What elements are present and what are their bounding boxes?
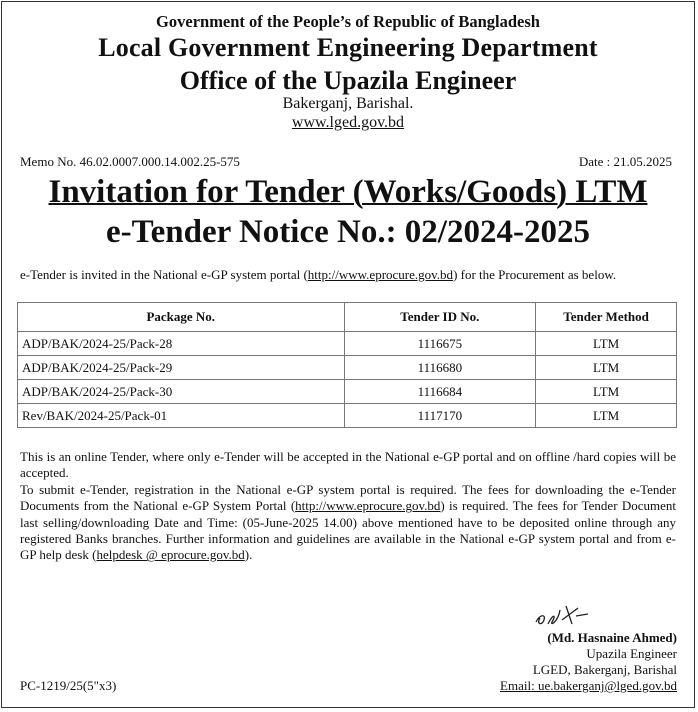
memo-number: Memo No. 46.02.0007.000.14.002.25-575 [20,154,240,169]
publication-code: PC-1219/25(5"x3) [20,678,117,693]
column-header-package: Package No. [18,303,345,332]
registration-paragraph [20,482,676,564]
tender-table [17,302,677,428]
signature-block [442,630,677,694]
registration-text-1: To submit e-Tender, registration in the National e-GP system portal is required. The fees for downloading the e-Tender Documents from the National e-GP System Portal ( [20,481,676,514]
method-cell: LTM [536,380,677,404]
government-heading: Government of the People’s of Republic of Bangladesh [156,12,540,31]
registration-text-3: ). [244,547,253,563]
eprocure-link[interactable]: http://www.eprocure.gov.bd [307,267,454,282]
helpdesk-email-link[interactable]: helpdesk @ eprocure.gov.bd [96,547,245,563]
intro-paragraph [20,267,676,282]
tender-notice [1,1,695,708]
signatory-email[interactable]: Email: ue.bakerganj@lged.gov.bd [500,678,677,693]
department-heading: Local Government Engineering Department [98,33,598,62]
online-tender-paragraph: This is an online Tender, where only e-Tender will be accepted in the National e-GP portal and on offline /hard copies will be accepted. [20,449,676,481]
package-cell: ADP/BAK/2024-25/Pack-28 [18,332,345,356]
column-header-tender-id: Tender ID No. [344,303,536,332]
tender-id-cell: 1116684 [344,380,536,404]
tender-id-cell: 1116680 [344,356,536,380]
memo-date: Date : 21.05.2025 [578,154,672,169]
handwritten-signature [532,602,592,630]
table-row [18,356,677,380]
signatory-office: LGED, Bakerganj, Barishal [532,662,677,677]
method-cell: LTM [536,404,677,428]
office-heading: Office of the Upazila Engineer [179,66,517,95]
office-location: Bakerganj, Barishal. [282,95,414,112]
intro-text-1: e-Tender is invited in the National e-GP system portal ( [20,267,308,282]
package-cell: ADP/BAK/2024-25/Pack-29 [18,356,345,380]
table-row [18,332,677,356]
tender-id-cell: 1116675 [344,332,536,356]
package-cell: Rev/BAK/2024-25/Pack-01 [18,404,345,428]
table-row [18,380,677,404]
column-header-method: Tender Method [536,303,677,332]
website-link[interactable]: www.lged.gov.bd [291,114,405,131]
table-row [18,404,677,428]
notice-title-text: Invitation for Tender (Works/Goods) LTM [48,174,648,210]
signatory-name: (Md. Hasnaine Ahmed) [547,630,677,645]
table-header-row [18,303,677,332]
intro-text-2: ) for the Procurement as below. [453,267,617,282]
method-cell: LTM [536,332,677,356]
registration-text-2: ) is required. The fees for Tender Document last selling/downloading Date and Time: (05-June-2025 14.00) above mentioned have to be deposited online through any registered Banks branches. Further information and guidelines are available in the National e-GP system portal and from e-GP help desk ( [20,498,676,563]
signatory-designation: Upazila Engineer [586,646,677,661]
tender-id-cell: 1117170 [344,404,536,428]
eprocure-link-2[interactable]: http://www.eprocure.gov.bd [295,498,441,514]
website-line [2,114,694,132]
notice-number: e-Tender Notice No.: 02/2024-2025 [106,214,590,250]
notice-title [2,174,694,211]
conditions-text [20,449,676,564]
method-cell: LTM [536,356,677,380]
package-cell: ADP/BAK/2024-25/Pack-30 [18,380,345,404]
